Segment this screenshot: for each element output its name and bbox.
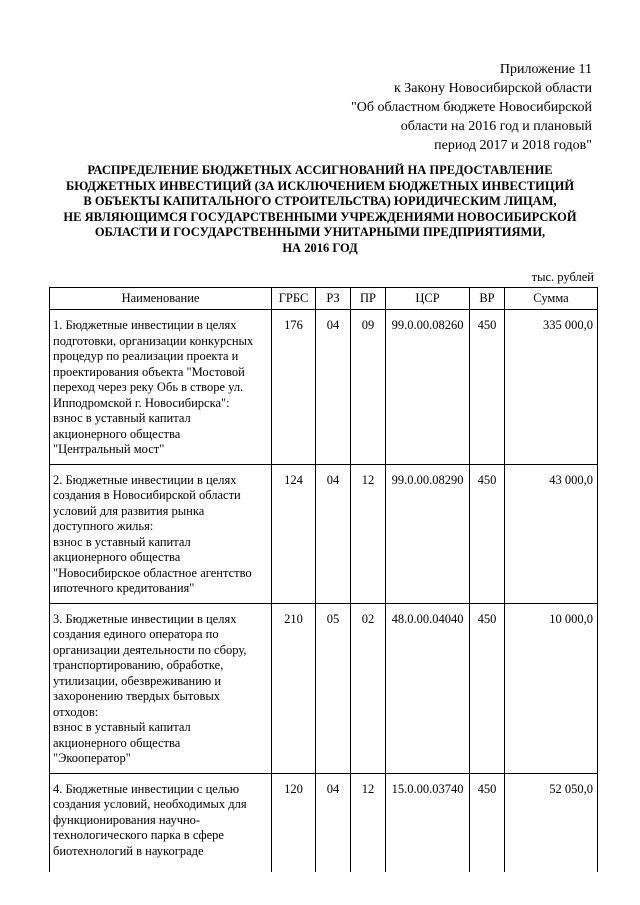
cell-pr: 12	[351, 773, 386, 872]
name-line: переход через реку Обь в створе ул.	[53, 380, 244, 394]
header-csr: ЦСР	[386, 288, 470, 310]
appendix-line: "Об областном бюджете Новосибирской	[351, 100, 592, 115]
name-line: 1. Бюджетные инвестиции в целях	[53, 318, 237, 332]
name-line: отходов:	[53, 704, 99, 719]
name-line: "Экооператор"	[53, 751, 131, 765]
appendix-line: области на 2016 год и плановый	[400, 119, 592, 134]
document-title	[40, 163, 600, 257]
title-line: НА 2016 ГОД	[282, 240, 358, 255]
title-line: ОБЛАСТИ И ГОСУДАРСТВЕННЫМИ УНИТАРНЫМИ ПРЕДПРИЯТИЯМИ,	[94, 225, 546, 240]
header-pr: ПР	[351, 288, 386, 310]
name-line: функционирования научно-	[53, 812, 201, 827]
header-rz: РЗ	[316, 288, 351, 310]
name-line: взнос в уставный капитал	[53, 534, 191, 549]
name-line: акционерного общества	[53, 550, 181, 564]
header-grbs: ГРБС	[272, 288, 316, 310]
name-line: условий для развития рынка	[53, 503, 205, 518]
cell-pr: 12	[351, 464, 386, 603]
cell-pr: 09	[351, 310, 386, 465]
appendix-line: период 2017 и 2018 годов"	[434, 138, 592, 153]
name-line: создания единого оператора по	[53, 627, 219, 641]
cell-csr: 99.0.00.08260	[386, 310, 470, 465]
name-line: создания в Новосибирской области	[53, 488, 241, 502]
name-line: ипотечного кредитования"	[53, 581, 195, 595]
name-line: проектирования объекта "Мостовой	[53, 364, 245, 379]
name-line: технологического парка в сфере	[53, 828, 224, 842]
name-line: организации деятельности по сбору,	[53, 642, 247, 657]
header-name: Наименование	[50, 288, 272, 310]
cell-grbs: 120	[272, 773, 316, 872]
cell-name	[50, 773, 272, 872]
cell-sum: 43 000,0	[505, 464, 598, 603]
name-line: подготовки, организации конкурсных	[53, 333, 254, 348]
name-line: захоронению твердых бытовых	[53, 689, 221, 703]
name-line: "Новосибирское областное агентство	[53, 565, 252, 580]
units-label: тыс. рублей	[531, 270, 594, 284]
name-line: доступного жилья:	[53, 519, 154, 533]
cell-name	[50, 310, 272, 465]
cell-rz: 04	[316, 773, 351, 872]
cell-vr: 450	[470, 310, 505, 465]
title-line: В ОБЪЕКТЫ КАПИТАЛЬНОГО СТРОИТЕЛЬСТВА) ЮРИДИЧЕСКИМ ЛИЦАМ,	[83, 194, 557, 209]
table-row	[50, 310, 598, 465]
header-sum: Сумма	[505, 288, 598, 310]
table-row	[50, 603, 598, 773]
cell-pr: 02	[351, 603, 386, 773]
table-row	[50, 773, 598, 872]
name-line: акционерного общества	[53, 426, 181, 441]
cell-rz: 04	[316, 310, 351, 465]
table-row	[50, 464, 598, 603]
appendix-line: к Закону Новосибирской области	[393, 81, 592, 96]
appendix-header	[351, 60, 592, 155]
cell-sum: 335 000,0	[505, 310, 598, 465]
cell-name	[50, 603, 272, 773]
cell-rz: 04	[316, 464, 351, 603]
cell-vr: 450	[470, 603, 505, 773]
cell-csr: 15.0.00.03740	[386, 773, 470, 872]
name-line: утилизации, обезвреживанию и	[53, 673, 222, 688]
name-line: взнос в уставный капитал	[53, 720, 191, 734]
cell-grbs: 176	[272, 310, 316, 465]
name-line: взнос в уставный капитал	[53, 411, 191, 425]
appendix-line: Приложение 11	[499, 62, 592, 77]
title-line: РАСПРЕДЕЛЕНИЕ БЮДЖЕТНЫХ АССИГНОВАНИЙ НА ПРЕДОСТАВЛЕНИЕ	[87, 163, 553, 177]
name-line: "Центральный мост"	[53, 442, 165, 456]
cell-csr: 48.0.00.04040	[386, 603, 470, 773]
title-line: БЮДЖЕТНЫХ ИНВЕСТИЦИЙ (ЗА ИСКЛЮЧЕНИЕМ БЮДЖЕТНЫХ ИНВЕСТИЦИЙ	[65, 178, 575, 193]
name-line: 4. Бюджетные инвестиции с целью	[53, 781, 240, 796]
cell-vr: 450	[470, 773, 505, 872]
name-line: транспортированию, обработке,	[53, 658, 224, 672]
cell-grbs: 124	[272, 464, 316, 603]
cell-sum: 10 000,0	[505, 603, 598, 773]
name-line: Ипподромской г. Новосибирска":	[53, 395, 230, 410]
cell-name	[50, 464, 272, 603]
name-line: создания условий, необходимых для	[53, 797, 247, 811]
name-line: 2. Бюджетные инвестиции в целях	[53, 472, 237, 487]
budget-table	[49, 287, 598, 872]
cell-csr: 99.0.00.08290	[386, 464, 470, 603]
header-vr: ВР	[470, 288, 505, 310]
name-line: акционерного общества	[53, 735, 181, 750]
name-line: биотехнологий в наукограде	[53, 843, 204, 858]
cell-rz: 05	[316, 603, 351, 773]
cell-vr: 450	[470, 464, 505, 603]
title-line: НЕ ЯВЛЯЮЩИМСЯ ГОСУДАРСТВЕННЫМИ УЧРЕЖДЕНИЯМИ НОВОСИБИРСКОЙ	[63, 209, 577, 224]
name-line: процедур по реализации проекта и	[53, 349, 239, 363]
cell-sum: 52 050,0	[505, 773, 598, 872]
name-line: 3. Бюджетные инвестиции в целях	[53, 611, 237, 626]
table-header-row	[50, 288, 598, 310]
cell-grbs: 210	[272, 603, 316, 773]
